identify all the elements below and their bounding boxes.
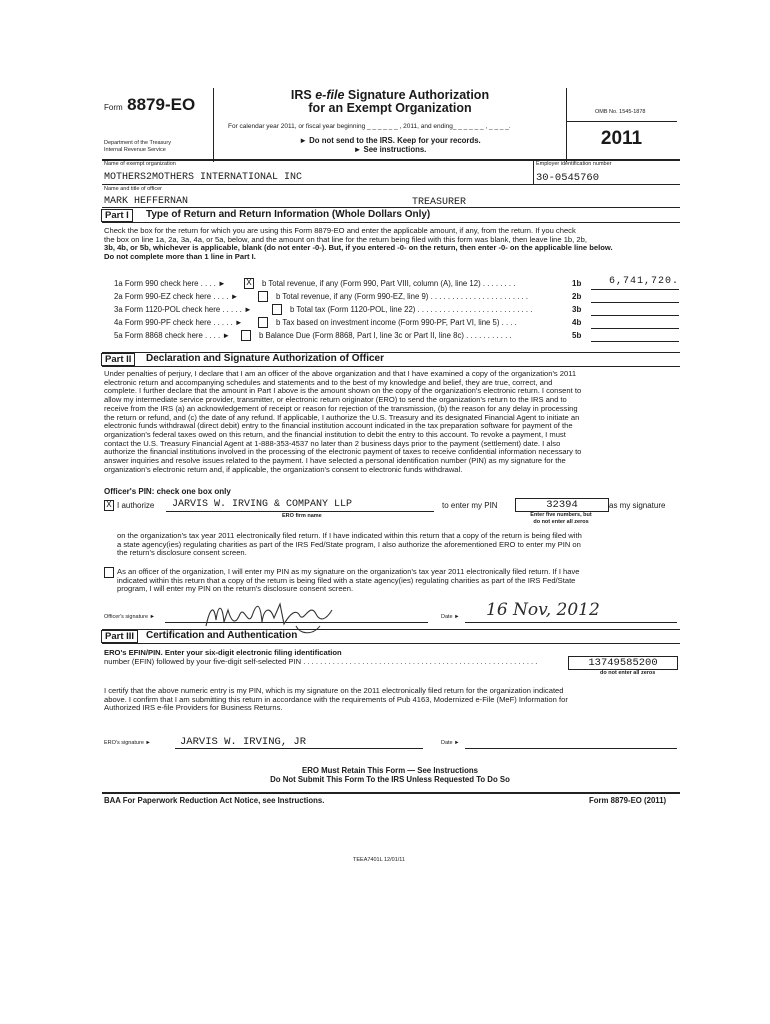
instructions xyxy=(250,137,530,154)
form-reference: Form 8879-EO (2011) xyxy=(589,796,667,805)
pin-note-line1: Enter five numbers, but xyxy=(530,512,592,518)
line-code: 4b xyxy=(572,318,582,327)
ero-firm-label: ERO firm name xyxy=(282,513,322,519)
line-b-label: b Balance Due (Form 8868, Part I, line 3c or Part II, line 8c) . . . . . . . . . . . xyxy=(259,331,512,340)
continuation-line: a state agency(ies) regulating charities as part of the IRS Fed/State program, I also authorize the aforementioned ERO to enter my PIN on xyxy=(117,539,581,549)
form-word: Form xyxy=(104,103,123,112)
title-italic: e-file xyxy=(315,88,345,102)
certify-line: I certify that the above numeric entry is my PIN, which is my signature on the 2011 electronically filed return for the organization indicated xyxy=(104,686,564,695)
declaration-line: authorize the financial institutions involved in the processing of the electronic payment of taxes to receive confidential information necessary to xyxy=(104,447,582,457)
checkbox-1a[interactable]: X xyxy=(244,278,254,289)
checkbox-authorize-ero[interactable]: X xyxy=(104,500,114,511)
officer-pin: 32394 xyxy=(515,498,609,512)
certification-text xyxy=(104,687,682,713)
ero-firm-name: JARVIS W. IRVING & COMPANY LLP xyxy=(172,499,353,510)
part3-label: Part III xyxy=(101,630,138,643)
efin-instruction xyxy=(104,649,574,666)
declaration-line: the return or refund, and (c) the date of any refund. If applicable, I authorize the U.S. Treasury and its designated Financial Agent to initiate an xyxy=(104,412,580,422)
declaration-line: Under penalties of perjury, I declare that I am an officer of the above organization and that I have examined a copy of the organization's 2011 xyxy=(104,369,577,378)
checkbox-4a[interactable] xyxy=(258,317,268,328)
title-suffix: Signature Authorization xyxy=(344,88,490,102)
officer-pin-heading: Officer's PIN: check one box only xyxy=(104,487,231,496)
pin-note-line2: do not enter all zeros xyxy=(533,518,589,525)
part1-intro xyxy=(104,227,682,262)
retain-notice xyxy=(200,766,580,784)
continuation-line: the return's disclosure consent screen. xyxy=(117,548,247,558)
continuation-line: on the organization's tax year 2011 electronically filed return. If I have indicated within this return that a copy of the return is being filed with xyxy=(117,531,582,540)
line-a-label: 3a Form 1120-POL check here . . . . . ► xyxy=(114,305,252,314)
declaration-line: organization's federal taxes owed on this return, and the financial institution to debit the entry to this account. To revoke a payment, I must xyxy=(104,429,566,439)
checkbox-5a[interactable] xyxy=(241,330,251,341)
declaration-line: electronic return and accompanying schedules and statements and to the best of my knowledge and belief, they are true, correct, and xyxy=(104,377,553,387)
line-a-label: 4a Form 990-PF check here . . . . . ► xyxy=(114,318,243,327)
line-code: 3b xyxy=(572,305,582,314)
declaration-line: receive from the IRS (a) an acknowledgement of receipt or reason for rejection of the transmission, (b) the reason for any delay in processing xyxy=(104,403,578,413)
officer-name: MARK HEFFERNAN xyxy=(104,196,189,207)
part2-declaration xyxy=(104,370,682,474)
baa-notice: BAA For Paperwork Reduction Act Notice, see Instructions. xyxy=(104,796,325,805)
checkbox-3a[interactable] xyxy=(272,304,282,315)
part1-title: Type of Return and Return Information (Whole Dollars Only) xyxy=(146,209,431,220)
line-b-label: b Total tax (Form 1120-POL, line 22) . . . . . . . . . . . . . . . . . . . . . . . . . . . xyxy=(290,305,533,314)
officer-title: TREASURER xyxy=(412,197,467,208)
form-number-text: 8879-EO xyxy=(127,95,196,114)
declaration-line: allow my intermediate service provider, transmitter, or electronic return originator (ERO) to send the organization's return to the IRS and to xyxy=(104,395,567,405)
declaration-line: contact the U.S. Treasury Financial Agent at 1-888-353-4537 no later than 2 business days prior to the payment (settlement) date. I also xyxy=(104,438,561,448)
org-name-label: Name of exempt organization xyxy=(104,161,176,167)
line-a-label: 5a Form 8868 check here . . . . ► xyxy=(114,331,231,340)
part1-label: Part I xyxy=(101,209,133,222)
certify-line: above. I confirm that I am submitting this return in accordance with the requirements of Pub 4163, Modernized e-File (MeF) Information for xyxy=(104,694,568,704)
efin-line: ERO's EFIN/PIN. Enter your six-digit electronic filing identification xyxy=(104,649,342,657)
as-my-signature: as my signature xyxy=(609,501,666,510)
checkbox-officer-enters-pin[interactable] xyxy=(104,567,114,578)
pin-note xyxy=(515,512,607,525)
form-title xyxy=(220,89,560,115)
box2-line: indicated within this return that a copy of the return is being filed with a state agency(ies) regulating charities as part of the IRS Fed/State xyxy=(117,575,576,585)
box1-continuation xyxy=(117,532,677,558)
intro-line: the box on line 1a, 2a, 3a, 4a, or 5a, below, and the amount on that line for the return being filed with this form was blank, then leave line 1b, 2b, xyxy=(104,234,587,244)
instruction-keep: ► Do not send to the IRS. Keep for your records. xyxy=(299,136,481,145)
officer-signature-label: Officer's signature ► xyxy=(104,614,156,620)
instruction-see: ► See instructions. xyxy=(353,144,427,154)
line-a-label: 1a Form 990 check here . . . . ► xyxy=(114,279,226,288)
intro-line: 3b, 4b, or 5b, whichever is applicable, blank (do not enter -0-). But, if you entered -0- on the return, then enter -0- on the applicable line below. xyxy=(104,243,613,253)
line-code: 2b xyxy=(572,292,582,301)
line-code: 1b xyxy=(572,279,582,288)
calendar-year-line: For calendar year 2011, or fiscal year beginning _ _ _ _ _ _ , 2011, and ending_ _ _ _ _ _ , _ _ _ _. xyxy=(228,123,511,130)
declaration-line: organization's electronic return and, if applicable, the organization's consent to electronic funds withdrawal. xyxy=(104,464,463,474)
ero-date-label: Date ► xyxy=(441,740,460,746)
box2-line: As an officer of the organization, I will enter my PIN as my signature on the organization's tax year 2011 electronically filed return. If I have xyxy=(117,567,580,576)
part3-title: Certification and Authentication xyxy=(146,630,298,641)
dept-line1: Department of the Treasury xyxy=(104,140,171,146)
enter-pin-text: to enter my PIN xyxy=(442,501,498,510)
dept-label xyxy=(104,140,171,153)
checkbox-2a[interactable] xyxy=(258,291,268,302)
org-name-value: MOTHERS2MOTHERS INTERNATIONAL INC xyxy=(104,172,303,183)
officer-signature-date: 16 Nov, 2012 xyxy=(486,600,600,620)
intro-line: Check the box for the return for which you are using this Form 8879-EO and enter the applicable amount, if any, from the return. If you check xyxy=(104,226,576,235)
title-prefix: IRS xyxy=(290,88,316,102)
declaration-line: answer inquiries and resolve issues related to the payment. I have selected a personal identification number (PIN) as my signature for the xyxy=(104,456,566,466)
certify-line: Authorized IRS e-file Providers for Business Returns. xyxy=(104,703,283,713)
ero-signature-label: ERO's signature ► xyxy=(104,740,151,746)
form-number xyxy=(104,95,195,115)
ero-efin-pin: 13749585200 xyxy=(568,656,678,670)
efin-line: number (EFIN) followed by your five-digit self-selected PIN . . . . . . . . . . . . . . . . . . . . . . . . . . . . . . . . . . . . . . . . . . . . . . . . . . . . . . . . xyxy=(104,656,538,666)
line-b-label: b Total revenue, if any (Form 990-EZ, line 9) . . . . . . . . . . . . . . . . . . . . . . . xyxy=(276,292,529,301)
efin-note: do not enter all zeros xyxy=(600,670,656,676)
dept-line2: Internal Revenue Service xyxy=(104,146,166,153)
retain-line2: Do Not Submit This Form To the IRS Unless Requested To Do So xyxy=(270,775,510,784)
line-code: 5b xyxy=(572,331,582,340)
officer-label: Name and title of officer xyxy=(104,186,162,192)
tax-year: 2011 xyxy=(600,128,643,149)
box2-text xyxy=(117,568,677,594)
amount-1b: 6,741,720. xyxy=(608,276,679,287)
authorize-text: I authorize xyxy=(117,501,155,510)
intro-line: Do not complete more than 1 line in Part I. xyxy=(104,252,256,262)
part2-label: Part II xyxy=(101,353,135,366)
part2-title: Declaration and Signature Authorization of Officer xyxy=(146,353,384,364)
declaration-line: electronic funds withdrawal (direct debit) entry to the financial institution account indicated in the tax preparation software for payment of the xyxy=(104,421,573,431)
retain-line1: ERO Must Retain This Form — See Instructions xyxy=(302,766,478,775)
box2-line: program, I will enter my PIN on the return's disclosure consent screen. xyxy=(117,584,354,594)
line-b-label: b Tax based on investment income (Form 990-PF, Part VI, line 5) . . . . xyxy=(276,318,517,327)
ero-signature: JARVIS W. IRVING, JR xyxy=(180,736,307,748)
line-b-label: b Total revenue, if any (Form 990, Part VIII, column (A), line 12) . . . . . . . . xyxy=(262,279,516,288)
form-title-line2: for an Exempt Organization xyxy=(308,101,472,115)
form-code: TEEA7401L 12/01/11 xyxy=(353,857,405,863)
line-a-label: 2a Form 990-EZ check here . . . . ► xyxy=(114,292,239,301)
officer-date-label: Date ► xyxy=(441,614,460,620)
ein-value: 30-0545760 xyxy=(536,172,600,184)
omb-number: OMB No. 1545-1878 xyxy=(595,109,646,115)
declaration-line: complete. I further declare that the amount in Part I above is the amount shown on the copy of the organization's electronic return. I consent to xyxy=(104,386,582,396)
ein-label: Employer identification number xyxy=(536,161,612,167)
